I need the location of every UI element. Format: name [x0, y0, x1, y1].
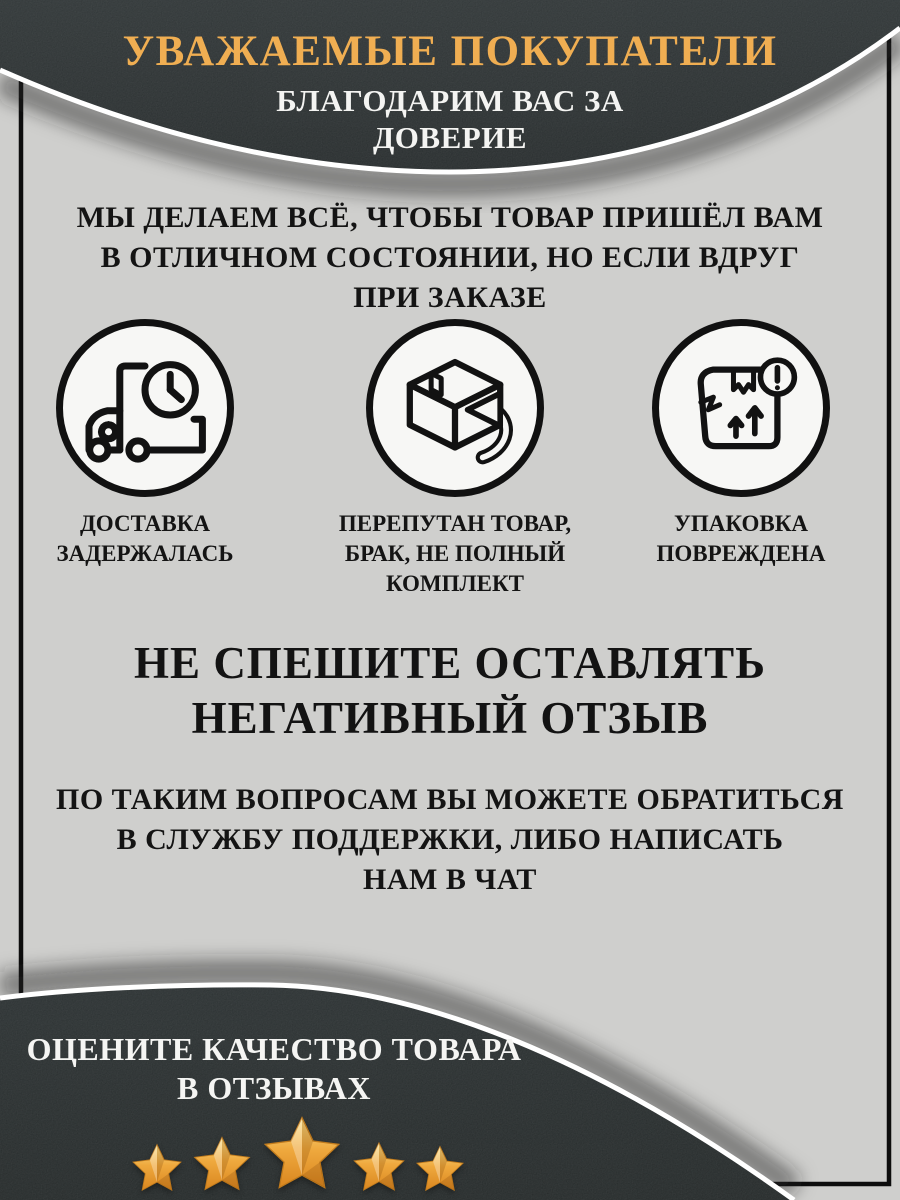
header [0, 0, 900, 156]
warning-heading [30, 636, 870, 746]
rating-star-icon [190, 1131, 254, 1195]
intro-line: ПРИ ЗАКАЗЕ [353, 281, 547, 314]
intro-line: В ОТЛИЧНОМ СОСТОЯНИИ, НО ЕСЛИ ВДРУГ [100, 241, 800, 274]
issue-icon-circle [652, 319, 830, 497]
warning-line: НЕГАТИВНЫЙ ОТЗЫВ [191, 693, 709, 743]
page-title: УВАЖАЕМЫЕ ПОКУПАТЕЛИ [122, 28, 778, 75]
support-line: НАМ В ЧАТ [363, 863, 537, 896]
issue-label-line: ДОСТАВКА [79, 511, 211, 536]
issue-icon-circle [366, 319, 544, 497]
issue-icon-circle [56, 319, 234, 497]
issue-packaging-damaged [601, 319, 881, 569]
issue-label [57, 509, 234, 569]
footer-cta-line: В ОТЗЫВАХ [177, 1070, 371, 1106]
issue-label-line: ПЕРЕПУТАН ТОВАР, [338, 511, 572, 536]
rating-star-icon [129, 1139, 185, 1195]
subtitle-line: БЛАГОДАРИМ ВАС ЗА [276, 83, 624, 118]
damaged-package-icon [678, 352, 804, 465]
issue-label [339, 509, 571, 599]
issue-delivery-delayed [5, 319, 285, 569]
intro-text [30, 198, 870, 318]
header-subtitle [0, 82, 900, 156]
rating-star-icon [350, 1137, 408, 1195]
warning-line: НЕ СПЕШИТЕ ОСТАВЛЯТЬ [134, 638, 766, 688]
issue-label [657, 509, 826, 569]
delivery-truck-clock-icon [75, 352, 215, 464]
issue-label-line: УПАКОВКА [673, 511, 808, 536]
footer-cta [0, 1030, 548, 1108]
rating-stars [25, 1098, 570, 1195]
issue-label-line: БРАК, НЕ ПОЛНЫЙ [344, 541, 566, 566]
issue-label-line: ЗАДЕРЖАЛАСЬ [56, 541, 234, 566]
support-line: В СЛУЖБУ ПОДДЕРЖКИ, ЛИБО НАПИСАТЬ [116, 823, 784, 856]
box-return-arrow-icon [392, 352, 518, 465]
support-text [20, 780, 880, 900]
support-line: ПО ТАКИМ ВОПРОСАМ ВЫ МОЖЕТЕ ОБРАТИТЬСЯ [56, 783, 844, 816]
rating-star-icon [413, 1141, 467, 1195]
issue-label-line: КОМПЛЕКТ [385, 571, 525, 596]
issue-wrong-item [315, 319, 595, 599]
issue-label-line: ПОВРЕЖДЕНА [656, 541, 826, 566]
footer-cta-line: ОЦЕНИТЕ КАЧЕСТВО ТОВАРА [26, 1031, 522, 1067]
subtitle-line: ДОВЕРИЕ [372, 120, 528, 155]
intro-line: МЫ ДЕЛАЕМ ВСЁ, ЧТОБЫ ТОВАР ПРИШЁЛ ВАМ [76, 201, 824, 234]
rating-star-icon [259, 1109, 345, 1195]
